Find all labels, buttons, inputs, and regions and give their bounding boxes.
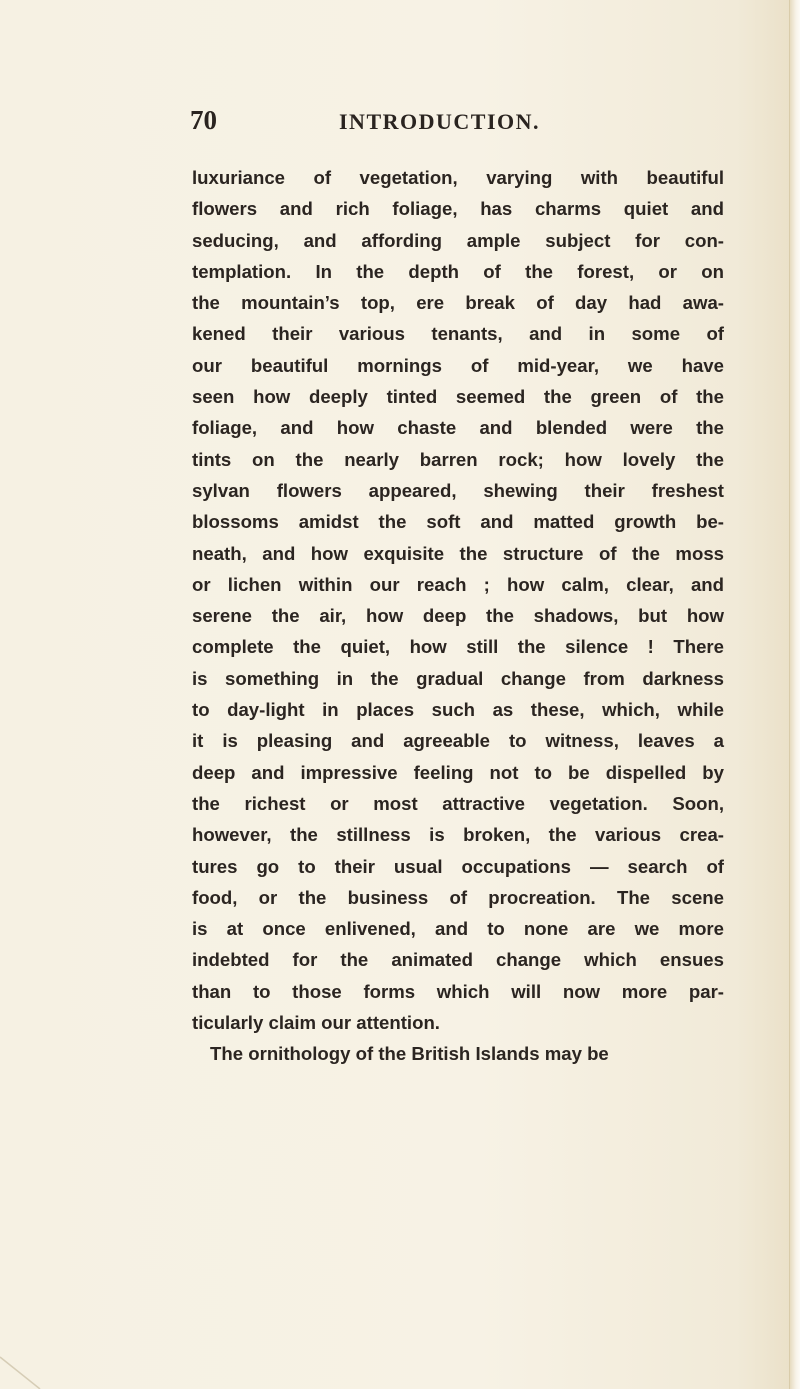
page-header [190,105,790,145]
text-line: sylvan flowers appeared, shewing their freshest [192,479,724,501]
page-edge [790,0,800,1389]
text-line: templation. In the depth of the forest, or on [192,260,724,282]
text-line: our beautiful mornings of mid-year, we have [192,354,724,376]
text-line: is something in the gradual change from darkness [192,667,724,689]
text-line: tures go to their usual occupations — search of [192,855,724,877]
text-line: seen how deeply tinted seemed the green of the [192,386,724,408]
text-line: tints on the nearly barren rock; how lovely the [192,448,724,470]
text-line: is at once enlivened, and to none are we more [192,918,724,940]
text-line: luxuriance of vegetation, varying with beautiful [192,167,724,188]
page-corner-crease [0,1349,60,1389]
text-line: kened their various tenants, and in some of [192,323,724,345]
text-line: complete the quiet, how still the silence ! There [192,636,724,658]
text-line: neath, and how exquisite the structure of the moss [192,542,724,564]
text-line: deep and impressive feeling not to be dispelled by [192,761,724,783]
text-line: it is pleasing and agreeable to witness, leaves a [192,730,724,752]
text-line: seducing, and affording ample subject for con- [192,229,724,251]
text-line: however, the stillness is broken, the various crea- [192,824,724,846]
text-line: the mountain’s top, ere break of day had awa- [192,292,724,314]
text-line-paragraph-start: The ornithology of the British Islands may be [210,1043,609,1065]
text-line: blossoms amidst the soft and matted growth be- [192,511,724,533]
running-head: INTRODUCTION. [339,109,541,134]
body-text [192,162,724,1070]
text-line-paragraph-end: ticularly claim our attention. [192,1012,440,1034]
text-line: food, or the business of procreation. The scene [192,886,724,908]
text-line: the richest or most attractive vegetation. Soon, [192,792,724,814]
text-line: flowers and rich foliage, has charms quiet and [192,198,724,220]
text-line: to day-light in places such as these, which, while [192,699,724,721]
page-number: 70 [190,105,217,135]
text-line: than to those forms which will now more par- [192,980,724,1002]
text-line: indebted for the animated change which ensues [192,949,724,971]
text-line: foliage, and how chaste and blended were the [192,417,724,439]
text-line: serene the air, how deep the shadows, but how [192,605,724,627]
text-line: or lichen within our reach ; how calm, clear, and [192,573,724,595]
